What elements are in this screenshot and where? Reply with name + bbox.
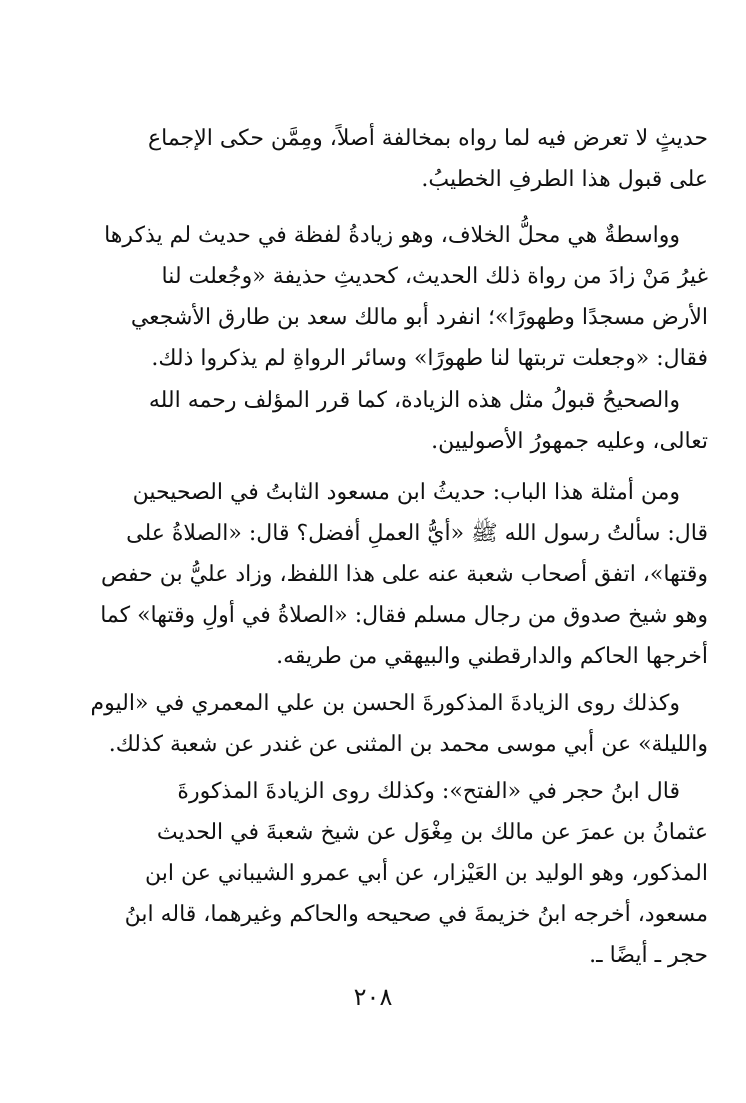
- text-line: حجر ـ أيضًا ـ.: [589, 943, 708, 968]
- text-line: أخرجها الحاكم والدارقطني والبيهقي من طريقه.: [276, 644, 708, 669]
- text-line: وقتها»، اتفق أصحاب شعبة عنه على هذا اللفظ، وزاد عليُّ بن حفص: [101, 562, 708, 587]
- text-line: مسعود، أخرجه ابنُ خزيمةَ في صحيحه والحاكم وغيرهما، قاله ابنُ: [124, 902, 708, 927]
- paragraph-1: [52, 118, 708, 200]
- text-line: والصحيحُ قبولُ مثل هذه الزيادة، كما قرر المؤلف رحمه الله: [148, 388, 680, 413]
- text-line: وواسطةٌ هي محلُّ الخلاف، وهو زيادةُ لفظة في حديث لم يذكرها: [104, 223, 680, 248]
- text-line: وكذلك روى الزيادةَ المذكورةَ الحسن بن علي المعمري في «اليوم: [90, 691, 680, 716]
- text-line: المذكور، وهو الوليد بن العَيْزار، عن أبي عمرو الشيباني عن ابن: [145, 861, 708, 886]
- text-line: على قبول هذا الطرفِ الخطيبُ.: [421, 167, 708, 192]
- text-line: تعالى، وعليه جمهورُ الأصوليين.: [431, 429, 708, 454]
- paragraph-4: [52, 472, 708, 677]
- paragraph-3: [52, 380, 708, 462]
- text-line: حديثٍ لا تعرض فيه لما رواه بمخالفة أصلاً، ومِمَّن حكى الإجماع: [148, 126, 708, 151]
- paragraph-2: [52, 215, 708, 379]
- page-number: ٢٠٨: [353, 983, 393, 1011]
- text-line: قال: سألتُ رسول الله ﷺ «أيُّ العملِ أفضل؟ قال: «الصلاةُ على: [126, 521, 708, 546]
- text-line: فقال: «وجعلت تربتها لنا طهورًا» وسائر الرواةِ لم يذكروا ذلك.: [151, 346, 708, 371]
- paragraph-5: [52, 683, 708, 765]
- text-line: وهو شيخ صدوق من رجال مسلم فقال: «الصلاةُ في أولِ وقتها» كما: [100, 603, 708, 628]
- text-line: والليلة» عن أبي موسى محمد بن المثنى عن غندر عن شعبة كذلك.: [108, 732, 708, 757]
- text-line: عثمانُ بن عمرَ عن مالك بن مِغْوَل عن شيخ شعبةَ في الحديث: [156, 820, 708, 845]
- text-line: الأرض مسجدًا وطهورًا»؛ انفرد أبو مالك سعد بن طارق الأشجعي: [130, 305, 708, 330]
- text-line: غيرُ مَنْ زادَ من رواة ذلك الحديث، كحديثِ حذيفة «وجُعلت لنا: [161, 264, 708, 289]
- text-line: قال ابنُ حجر في «الفتح»: وكذلك روى الزيادةَ المذكورةَ: [177, 779, 680, 804]
- paragraph-6: [52, 771, 708, 976]
- text-line: ومن أمثلة هذا الباب: حديثُ ابن مسعود الثابتُ في الصحيحين: [132, 480, 680, 505]
